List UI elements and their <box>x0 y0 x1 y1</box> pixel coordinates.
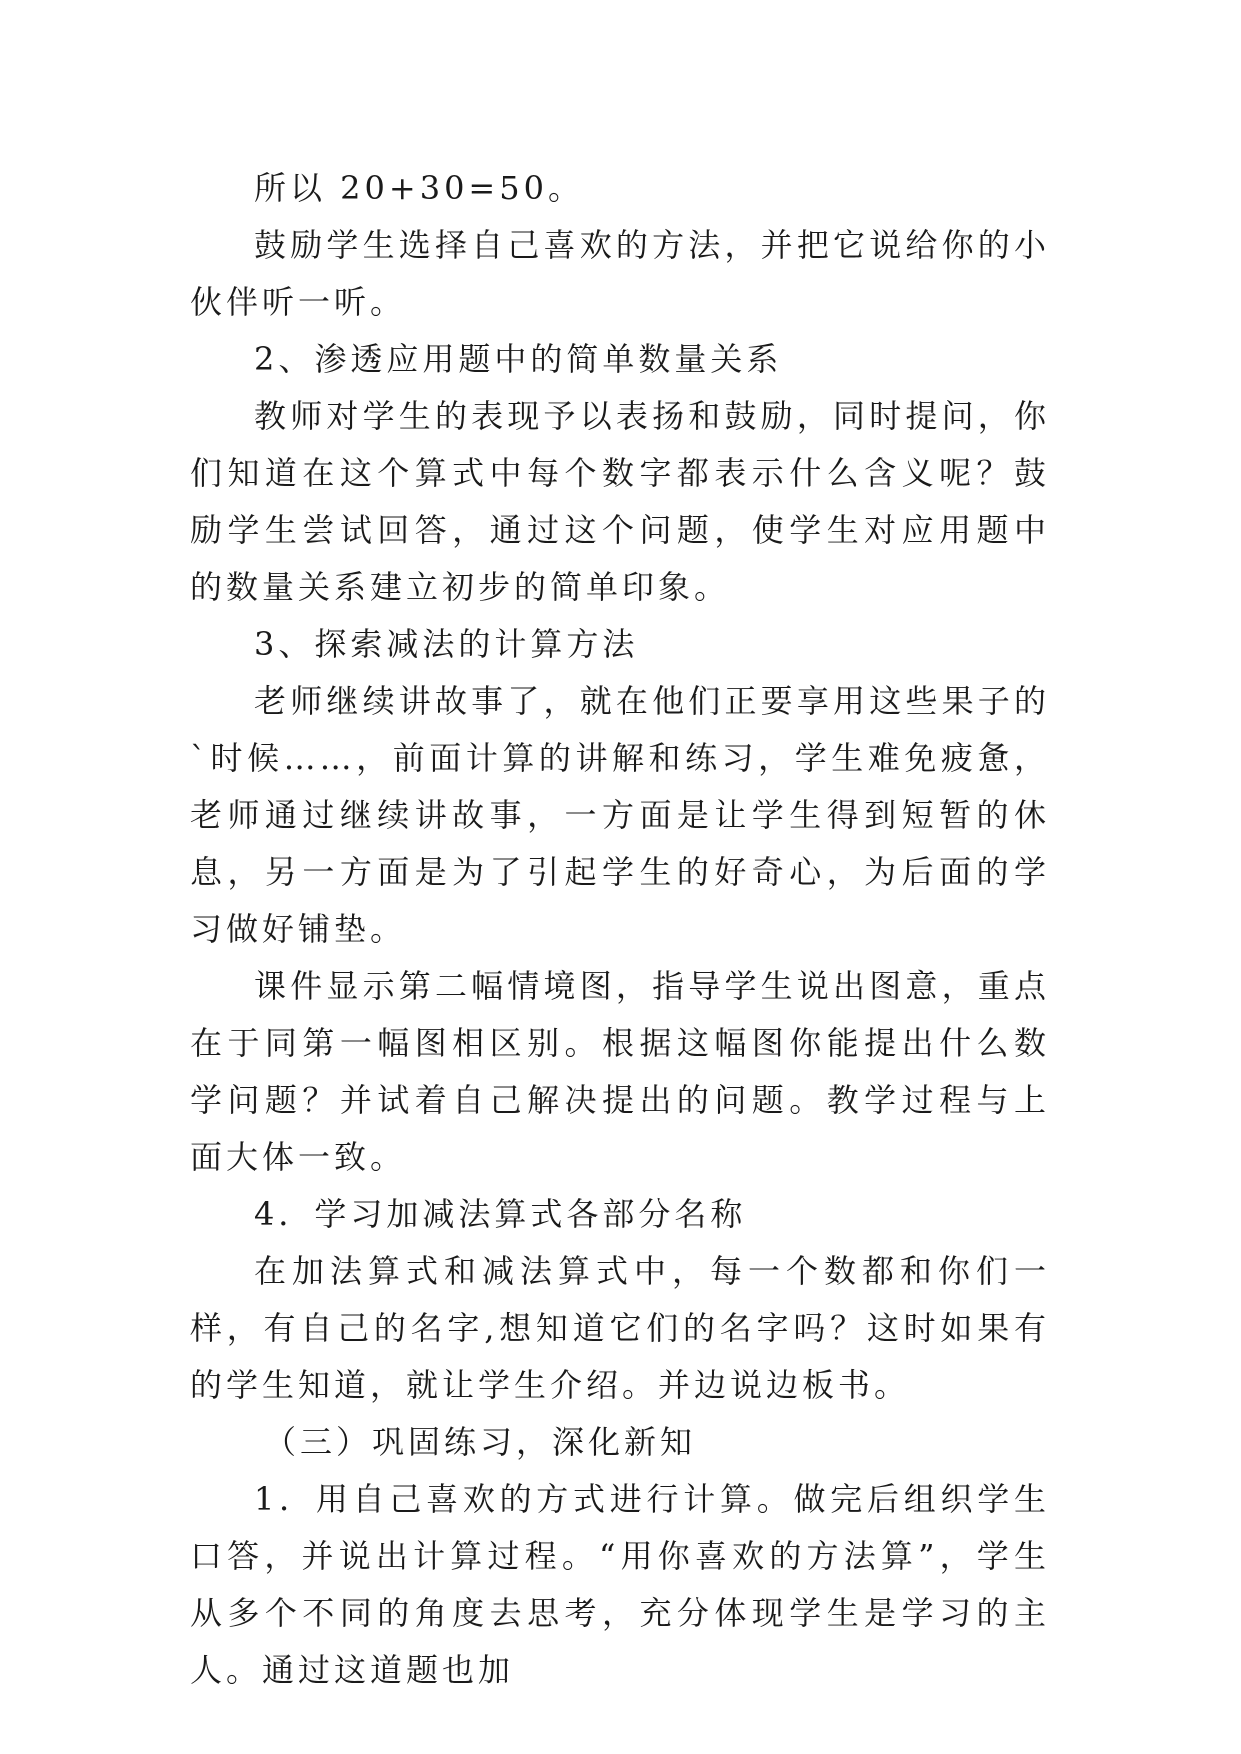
paragraph-courseware: 课件显示第二幅情境图，指导学生说出图意，重点在于同第一幅图相区别。根据这幅图你能提出什么数学问题？并试着自己解决提出的问题。教学过程与上面大体一致。 <box>190 967 1050 1176</box>
paragraph-result: 所以 20+30=50。 <box>254 169 584 207</box>
document-body <box>190 160 1050 1699</box>
paragraph-teacher-praise: 教师对学生的表现予以表扬和鼓励，同时提问，你们知道在这个算式中每个数字都表示什么含义呢？鼓励学生尝试回答，通过这个问题，使学生对应用题中的数量关系建立初步的简单印象。 <box>190 397 1050 606</box>
heading-section-3: 3、探索减法的计算方法 <box>254 625 639 663</box>
heading-part-3: （三）巩固练习，深化新知 <box>264 1423 697 1461</box>
paragraph-names: 在加法算式和减法算式中，每一个数都和你们一样，有自己的名字,想知道它们的名字吗？这时如果有的学生知道，就让学生介绍。并边说边板书。 <box>190 1252 1050 1404</box>
paragraph-exercise-1: 1．用自己喜欢的方式进行计算。做完后组织学生口答，并说出计算过程。“用你喜欢的方法算”，学生从多个不同的角度去思考，充分体现学生是学习的主人。通过这道题也加 <box>190 1480 1050 1689</box>
paragraph-story: 老师继续讲故事了，就在他们正要享用这些果子的`时候……，前面计算的讲解和练习，学生难免疲惫，老师通过继续讲故事，一方面是让学生得到短暂的休息，另一方面是为了引起学生的好奇心，为后面的学习做好铺垫。 <box>190 682 1050 948</box>
paragraph-encourage: 鼓励学生选择自己喜欢的方法，并把它说给你的小伙伴听一听。 <box>190 226 1050 321</box>
heading-section-2: 2、渗透应用题中的简单数量关系 <box>254 340 783 378</box>
heading-section-4: 4．学习加减法算式各部分名称 <box>254 1195 747 1233</box>
